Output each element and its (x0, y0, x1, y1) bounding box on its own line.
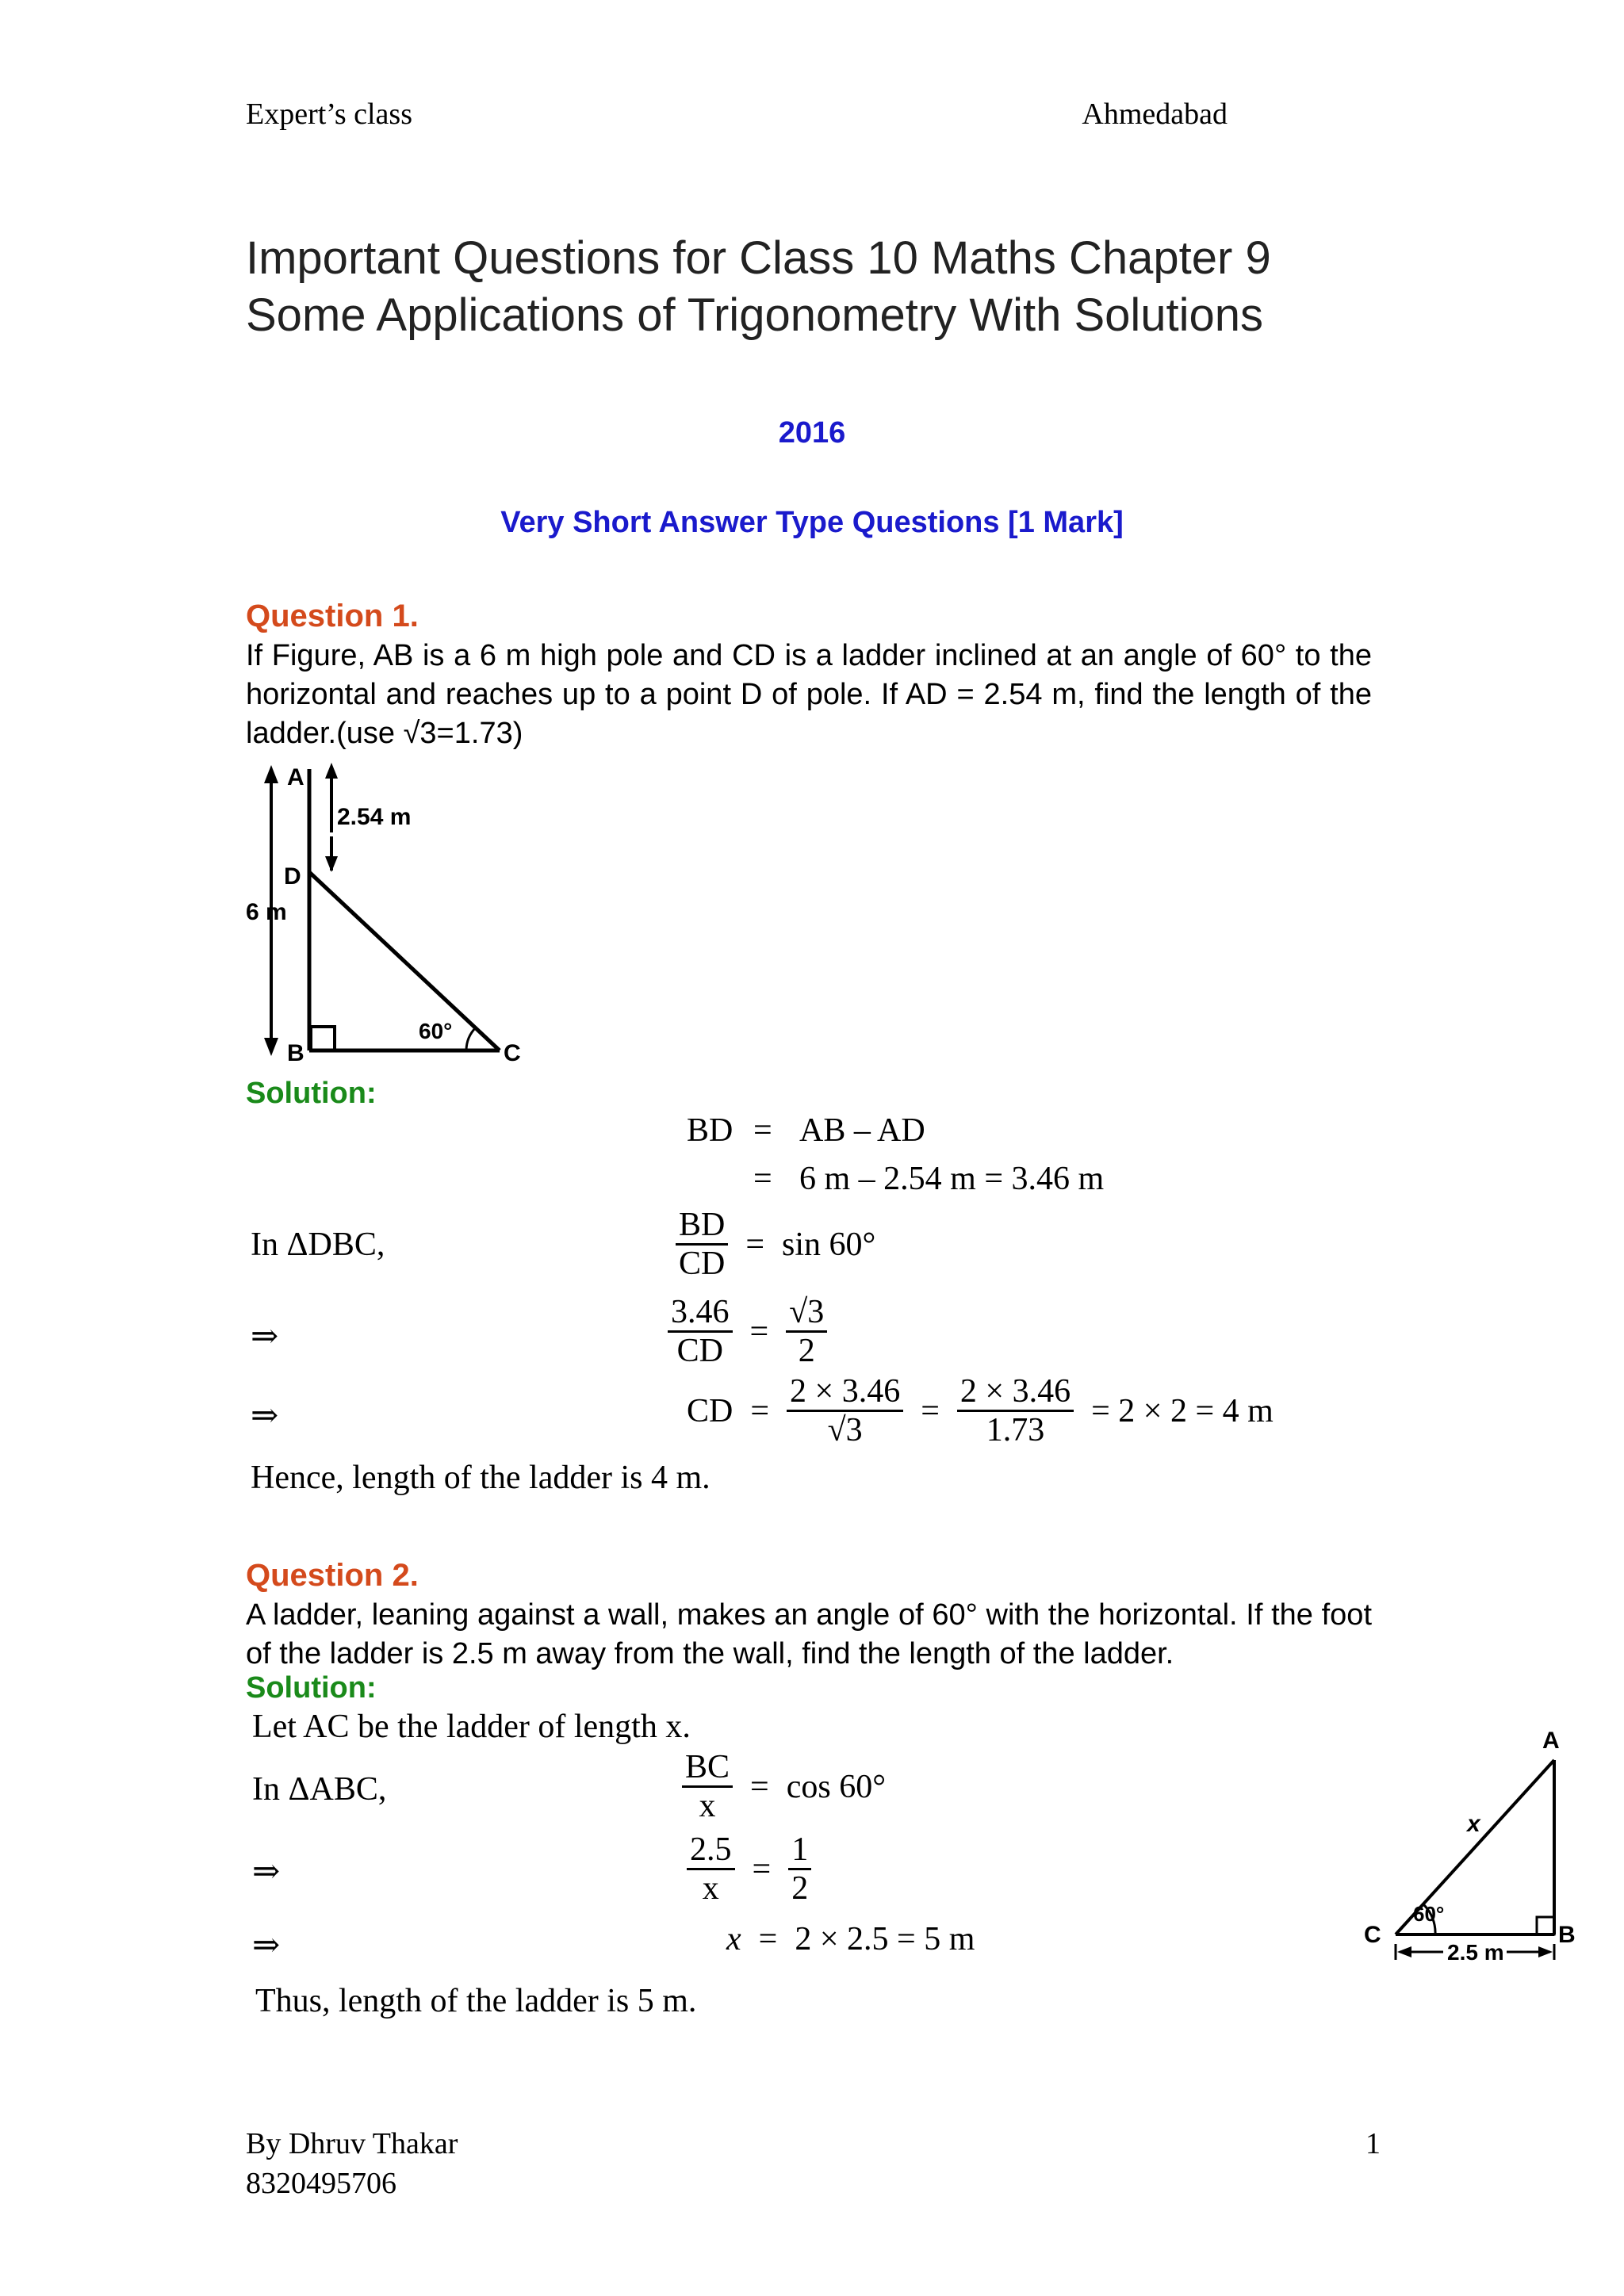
page-number: 1 (1365, 2127, 1381, 2160)
header-left: Expert’s class (246, 98, 413, 131)
q1-sol-conclusion: Hence, length of the ladder is 4 m. (251, 1460, 710, 1496)
q2-fig-label-angle: 60° (1413, 1902, 1445, 1926)
q2-sol-l3-rhs: 2 × 2.5 = 5 m (795, 1921, 975, 1957)
footer-author: By Dhruv Thakar (246, 2127, 458, 2160)
q1-sol-l5-f1den: √3 (827, 1412, 863, 1448)
q1-sol-l5-f2den: 1.73 (986, 1412, 1045, 1448)
q2-fig-label-base: 2.5 m (1447, 1940, 1504, 1965)
q1-fig-label-angle: 60° (419, 1019, 453, 1043)
q2-sol-l1-rhs: cos 60° (786, 1768, 887, 1805)
section-heading: Very Short Answer Type Questions [1 Mark] (500, 506, 1124, 539)
q1-sol-l4-num: 3.46 (668, 1294, 733, 1333)
q1-fig-label-c: C (504, 1040, 521, 1066)
q1-sol-l3-label: In ΔDBC, (251, 1226, 385, 1263)
q2-fig-label-b: B (1558, 1922, 1576, 1948)
q1-sol-l3-num: BD (676, 1207, 728, 1246)
q2-sol-l1-den: x (699, 1788, 716, 1824)
q1-sol-l5-lhs: CD (687, 1392, 733, 1429)
q2-sol-l2-arrow: ⇒ (252, 1854, 281, 1890)
q1-sol-l5-rest: = 2 × 2 = 4 m (1091, 1392, 1274, 1429)
q2-text: A ladder, leaning against a wall, makes an angle of 60° with the horizontal. If the foot of the ladder is 2.5 m away from the wall, find the length of the ladder. (246, 1598, 1372, 1670)
q1-sol-l5: CD = $\frac{2 \times 3.46}{√3}$ = $\frac{2 \times 3.46}{1.73}$ = 2 × 2 = 4 m (687, 1373, 1274, 1448)
q2-sol-l3: x = 2 × 2.5 = 5 m (726, 1921, 975, 1957)
q2-sol-intro: Let AC be the ladder of length x. (252, 1709, 691, 1745)
q1-sol-l4-den: CD (676, 1333, 723, 1369)
q1-sol-l1-rhs: AB – AD (799, 1112, 925, 1149)
page-title (246, 230, 1435, 344)
title-line-1: Important Questions for Class 10 Maths Chapter 9 (246, 232, 1271, 284)
q1-fig-label-ad: 2.54 m (337, 804, 412, 830)
footer-phone: 8320495706 (246, 2167, 396, 2200)
q1-sol-l5-f2num: 2 × 3.46 (957, 1373, 1074, 1412)
q2-sol-l3-lhs: x (726, 1921, 741, 1957)
q1-figure (238, 761, 539, 1070)
q2-solution-label: Solution: (246, 1671, 377, 1705)
q1-sol-l3-den: CD (679, 1246, 726, 1282)
q2-sol-l1-num: BC (682, 1749, 733, 1788)
q2-fig-label-a: A (1542, 1728, 1560, 1754)
q1-sol-l1-lhs: BD (687, 1112, 733, 1149)
q2-fig-label-x: x (1467, 1811, 1480, 1837)
title-line-2: Some Applications of Trigonometry With Solutions (246, 289, 1264, 341)
q1-sol-l2-rhs: 6 m – 2.54 m = 3.46 m (799, 1161, 1105, 1197)
q2-sol-l2: $\frac{2.5}{x}$ = $\frac{1}{2}$ (687, 1831, 811, 1907)
q1-sol-l3: $\frac{BD}{CD}$ = sin 60° (676, 1207, 875, 1282)
q1-sol-l1-eq: = (753, 1112, 772, 1149)
q2-fig-label-c: C (1364, 1922, 1381, 1948)
q1-sol-l3-rhs: sin 60° (782, 1226, 876, 1263)
q1-sol-l2-eq: = (753, 1161, 772, 1197)
q2-figure (1324, 1720, 1594, 1982)
q1-fig-label-ab: 6 m (246, 899, 287, 925)
q1-sol-l5-arrow: ⇒ (251, 1398, 279, 1434)
q2-sol-l2-den: x (702, 1870, 719, 1907)
q1-sol-l4-rnum: √3 (786, 1294, 827, 1333)
q1-fig-label-b: B (287, 1040, 304, 1066)
q2-sol-conclusion: Thus, length of the ladder is 5 m. (255, 1983, 697, 2019)
q1-sol-l5-f1num: 2 × 3.46 (787, 1373, 903, 1412)
q1-heading: Question 1. (246, 599, 419, 633)
year-heading: 2016 (778, 416, 846, 450)
q1-sol-l4: $\frac{3.46}{CD}$ = $\frac{√3}{2}$ (668, 1294, 827, 1369)
q2-sol-l2-rnum: 1 (788, 1831, 811, 1870)
q2-sol-l3-arrow: ⇒ (252, 1927, 281, 1964)
q1-sol-l4-rden: 2 (798, 1333, 815, 1369)
q1-sol-l4-arrow: ⇒ (251, 1318, 279, 1355)
q1-text: If Figure, AB is a 6 m high pole and CD is a ladder inclined at an angle of 60° to the horizontal and reaches up to a point D of pole. If AD = 2.54 m, find the length of the ladder.(use √3=1.73) (246, 639, 1372, 750)
q2-sol-l1-label: In ΔABC, (252, 1771, 387, 1808)
q2-heading: Question 2. (246, 1558, 419, 1593)
q2-sol-l2-num: 2.5 (687, 1831, 735, 1870)
q2-sol-l2-rden: 2 (791, 1870, 809, 1907)
q1-fig-label-a: A (287, 764, 304, 790)
header-right: Ahmedabad (1082, 98, 1228, 131)
q2-sol-l1: $\frac{BC}{x}$ = cos 60° (682, 1749, 886, 1824)
q1-fig-label-d: D (284, 863, 301, 890)
q1-solution-label: Solution: (246, 1077, 377, 1110)
